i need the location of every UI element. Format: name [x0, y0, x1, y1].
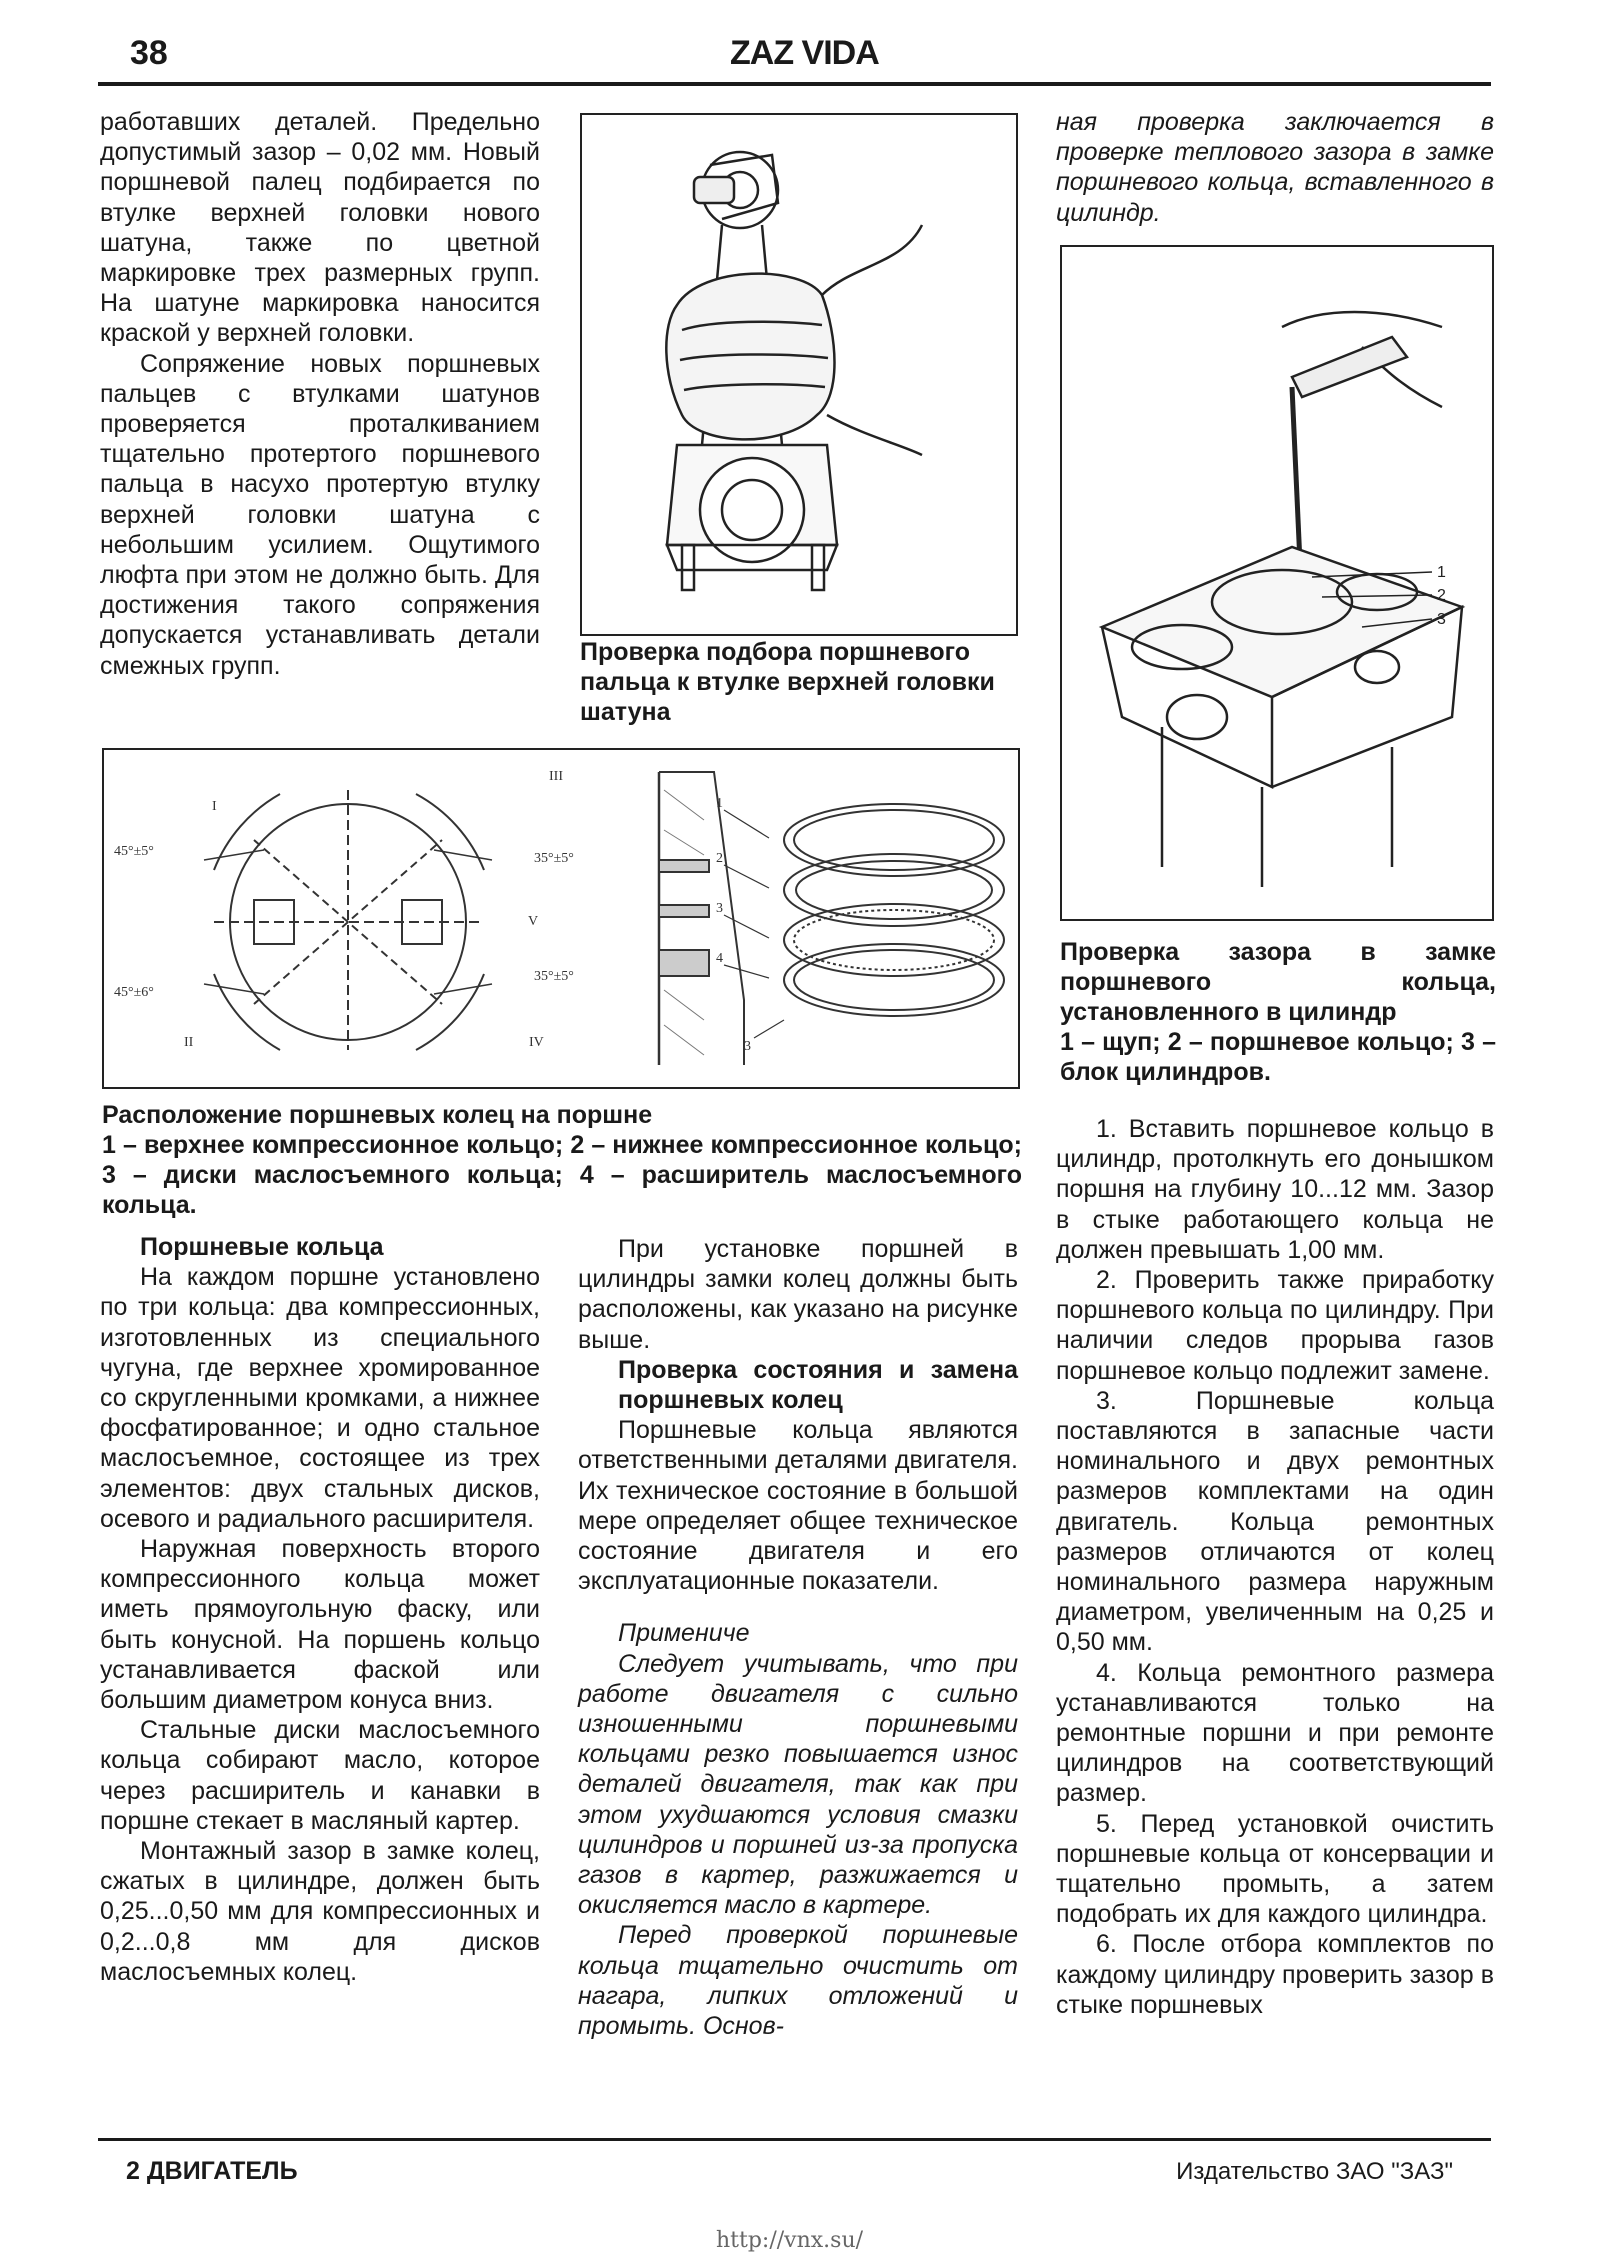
label-ring-5: 3 [744, 1039, 751, 1054]
paragraph: Стальные диски маслосъемного кольца собирают масло, которое через расширитель и канавки в поршне стекает в масляный картер. [100, 1716, 540, 1835]
figure3-caption-title: Расположение поршневых колец на поршне [102, 1101, 653, 1129]
page-number: 38 [130, 34, 168, 72]
cylinder-block-illustration [1062, 247, 1492, 919]
figure1-caption: Проверка подбора поршневого пальца к втулке верхней головки шатуна [580, 638, 995, 726]
footer-section: 2 ДВИГАТЕЛЬ [126, 2157, 298, 2185]
label-roman-2: II [184, 1035, 194, 1050]
figure-ring-gap-check [1060, 245, 1494, 921]
callout-1: 1 [1437, 564, 1446, 581]
label-ring-3: 3 [716, 901, 723, 916]
col1-bottom-text [100, 1232, 540, 1987]
col3-bottom-text [1056, 1114, 1494, 2020]
ring-positions-diagram [104, 750, 1018, 1087]
running-title: ZAZ VIDA [730, 34, 879, 72]
connecting-rod-illustration [582, 115, 1016, 634]
label-roman-4: IV [529, 1035, 544, 1050]
footer-publisher: Издательство ЗАО "ЗАЗ" [1176, 2158, 1453, 2185]
figure2-caption-legend: 1 – щуп; 2 – поршневое кольцо; 3 – блок цилиндров. [1060, 1028, 1496, 1086]
paragraph: Поршневые кольца являются ответственными деталями двигателя. Их техническое состояние в большой мере определяет общее техническое состояние двигателя и его эксплуатационные показатели. [578, 1416, 1018, 1596]
label-ring-1: 1 [716, 796, 723, 811]
figure3-caption [102, 1100, 1022, 1220]
paragraph: Сопряжение новых поршневых пальцев с втулками шатунов проверяется проталкиванием тщательно протертого поршневого пальца в насухо протертую втулку верхней головки шатуна с небольшим усилием. Ощутимого люфта при этом не должно быть. Для достижения такого сопряжения допускается устанавливать детали смежных групп. [100, 349, 540, 680]
footer-rule [98, 2138, 1491, 2141]
label-roman-1: I [212, 799, 217, 814]
note-text: Следует учитывать, что при работе двигателя с сильно изношенными поршневыми кольцами резко повышается износ деталей двигателя, так как при этом ухудшаются условия смазки цилиндров и поршней из-за пропуска газов в картер, разжижается и окисляется масло в картере. [578, 1649, 1018, 1920]
paragraph: работавших деталей. Предельно допустимый зазор – 0,02 мм. Новый поршневой палец подбирается по втулке верхней головки нового шатуна, также по цветной маркировке трех размерных групп. На шатуне маркировка наносится краской у верхней головки. [100, 108, 540, 348]
figure2-caption-title: Проверка зазора в замке поршневого кольца, установленного в цилиндр [1060, 938, 1496, 1026]
paragraph: 6. После отбора комплектов по каждому цилиндру проверить зазор в стыке поршневых [1056, 1930, 1494, 2019]
figure-ring-positions [102, 748, 1020, 1089]
col2-bottom-text [578, 1234, 1018, 2041]
label-angle-bl: 45°±6° [114, 985, 154, 1000]
note-text-2: Перед проверкой поршневые кольца тщательно очистить от нагара, липких отложений и промыть. Основ- [578, 1921, 1018, 2041]
paragraph: При установке поршней в цилиндры замки колец должны быть расположены, как указано на рисунке выше. [578, 1235, 1018, 1354]
label-roman-5: V [528, 914, 539, 929]
paragraph: 3. Поршневые кольца поставляются в запасные части номинального и двух ремонтных размеров комплектами на один двигатель. Кольца ремонтных размеров отличаются от колец номинального размера наружным диаметром, увеличенным на 0,25 и 0,50 мм. [1056, 1386, 1494, 1657]
label-angle-tr: 35°±5° [534, 851, 574, 866]
callout-3: 3 [1437, 611, 1446, 628]
paragraph: 4. Кольца ремонтного размера устанавливаются только на ремонтные поршни и при ремонте цилиндров на соответствующий размер. [1056, 1658, 1494, 1808]
note-title: Примениче [618, 1619, 750, 1648]
col3-top-text: ная проверка заключается в проверке теплового зазора в замке поршневого кольца, вставленного в цилиндр. [1056, 108, 1494, 227]
label-angle-tl: 45°±5° [114, 844, 154, 859]
figure3-caption-legend: 1 – верхнее компрессионное кольцо; 2 – нижнее компрессионное кольцо; 3 – диски маслосъемного кольца; 4 – расширитель маслосъемного кольца. [102, 1131, 1022, 1219]
col1-top-text [100, 107, 540, 681]
label-ring-2: 2 [716, 851, 723, 866]
paragraph: 2. Проверить также приработку поршневого кольца по цилиндру. При наличии следов прорыва газов поршневое кольцо подлежит замене. [1056, 1266, 1494, 1385]
footer-url[interactable]: http://vnx.su/ [716, 2228, 864, 2253]
paragraph: Наружная поверхность второго компрессионного кольца может иметь прямоугольную фаску, или быть конусной. На поршень кольцо устанавливается фаской или большим диаметром конуса вниз. [100, 1535, 540, 1715]
section-heading: Поршневые кольца [140, 1233, 384, 1261]
callout-2: 2 [1437, 587, 1446, 604]
figure2-caption [1060, 937, 1496, 1087]
label-ring-4: 4 [716, 951, 723, 966]
paragraph: Монтажный зазор в замке колец, сжатых в цилиндре, должен быть 0,25...0,50 мм для компрессионных и 0,2...0,8 мм для дисков маслосъемных колец. [100, 1837, 540, 1986]
section-heading: Проверка состояния и замена поршневых колец [618, 1355, 1018, 1415]
label-angle-r: 35°±5° [534, 969, 574, 984]
header-rule [98, 82, 1491, 86]
paragraph: На каждом поршне установлено по три кольца: два компрессионных, изготовленных из специального чугуна, где верхнее хромированное со скругленными кромками, а нижнее фосфатированное; и одно стальное маслосъемное, состоящее из трех элементов: двух стальных дисков, осевого и радиального расширителя. [100, 1263, 540, 1533]
paragraph: 5. Перед установкой очистить поршневые кольца от консервации и тщательно промыть, а затем подобрать их для каждого цилиндра. [1056, 1809, 1494, 1929]
figure-connecting-rod [580, 113, 1018, 636]
paragraph: 1. Вставить поршневое кольцо в цилиндр, протолкнуть его донышком поршня на глубину 10...12 мм. Зазор в стыке работающего кольца не должен превышать 1,00 мм. [1056, 1115, 1494, 1264]
label-roman-3: III [549, 769, 563, 784]
